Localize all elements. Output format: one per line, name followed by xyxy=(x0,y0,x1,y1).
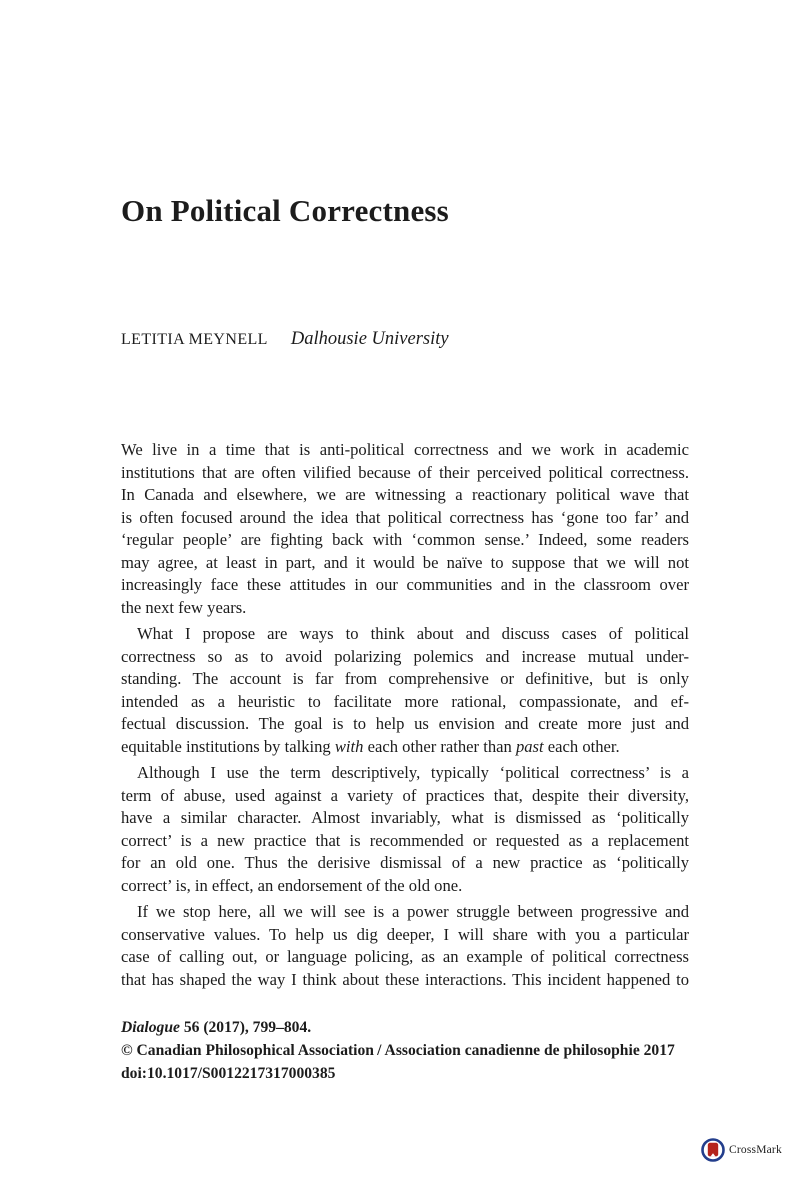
author-affiliation: Dalhousie University xyxy=(290,329,449,349)
text-line: What I propose are ways to think about and discuss cases of political xyxy=(137,624,689,643)
text-line: for an old one. Thus the derisive dismissal of a new practice as ‘politically xyxy=(121,853,689,872)
text-line: In Canada and elsewhere, we are witnessing a reactionary political wave that xyxy=(121,485,689,504)
body-paragraph xyxy=(121,762,689,897)
body-paragraph xyxy=(121,439,689,619)
text-line: We live in a time that is anti-political correctness and we work in academic xyxy=(121,440,689,459)
text-line: intended as a heuristic to facilitate more rational, compassionate, and ef- xyxy=(121,691,689,711)
article-body xyxy=(121,439,689,991)
body-paragraph xyxy=(121,901,689,991)
text-line: correct’ is a new practice that is recommended or requested as a replacement xyxy=(121,830,689,850)
text-line: fectual discussion. The goal is to help us envision and create more just and xyxy=(121,714,689,733)
text-line: © Canadian Philosophical Association / Association canadienne de philosophie 2017 xyxy=(121,1041,675,1059)
text-line: the next few years. xyxy=(121,597,247,617)
text-line: that has shaped the way I think about these interactions. This incident happened to xyxy=(121,969,689,989)
text-line: may agree, at least in part, and it would be naïve to suppose that we will not xyxy=(121,552,689,572)
text-line: case of calling out, or language policing, as an example of political correctness xyxy=(121,947,689,966)
text-line: standing. The account is far from comprehensive or definitive, but is only xyxy=(121,669,689,688)
footer-imprint xyxy=(121,1017,721,1085)
text-line: Dialogue 56 (2017), 799–804. xyxy=(121,1019,312,1036)
crossmark-badge[interactable] xyxy=(701,1138,782,1162)
crossmark-label: CrossMark xyxy=(729,1144,782,1156)
text-line: term of abuse, used against a variety of practices that, despite their diversity, xyxy=(121,785,689,805)
text-line: doi:10.1017/S0012217317000385 xyxy=(121,1064,336,1082)
byline xyxy=(121,329,449,350)
author-name: LETITIA MEYNELL xyxy=(121,331,268,348)
crossmark-icon xyxy=(701,1138,725,1162)
article-title: On Political Correctness xyxy=(121,192,449,228)
text-line: equitable institutions by talking with each other rather than past each other. xyxy=(121,736,620,756)
text-line: Although I use the term descriptively, typically ‘political correctness’ is a xyxy=(137,763,689,782)
text-line: increasingly face these attitudes in our communities and in the classroom over xyxy=(121,575,689,594)
text-line: correctness so as to avoid polarizing polemics and increase mutual under- xyxy=(121,646,689,666)
body-paragraph xyxy=(121,623,689,758)
text-line: If we stop here, all we will see is a power struggle between progressive and xyxy=(137,902,689,921)
text-line: have a similar character. Almost invariably, what is dismissed as ‘politically xyxy=(121,808,689,827)
text-line: conservative values. To help us dig deeper, I will share with you a particular xyxy=(121,924,689,944)
text-line: is often focused around the idea that political correctness has ‘gone too far’ and xyxy=(121,507,689,527)
text-line: ‘regular people’ are fighting back with ‘common sense.’ Indeed, some readers xyxy=(121,530,689,549)
text-line: institutions that are often vilified because of their perceived political correctness. xyxy=(121,462,689,482)
text-line: correct’ is, in effect, an endorsement of the old one. xyxy=(121,875,463,895)
